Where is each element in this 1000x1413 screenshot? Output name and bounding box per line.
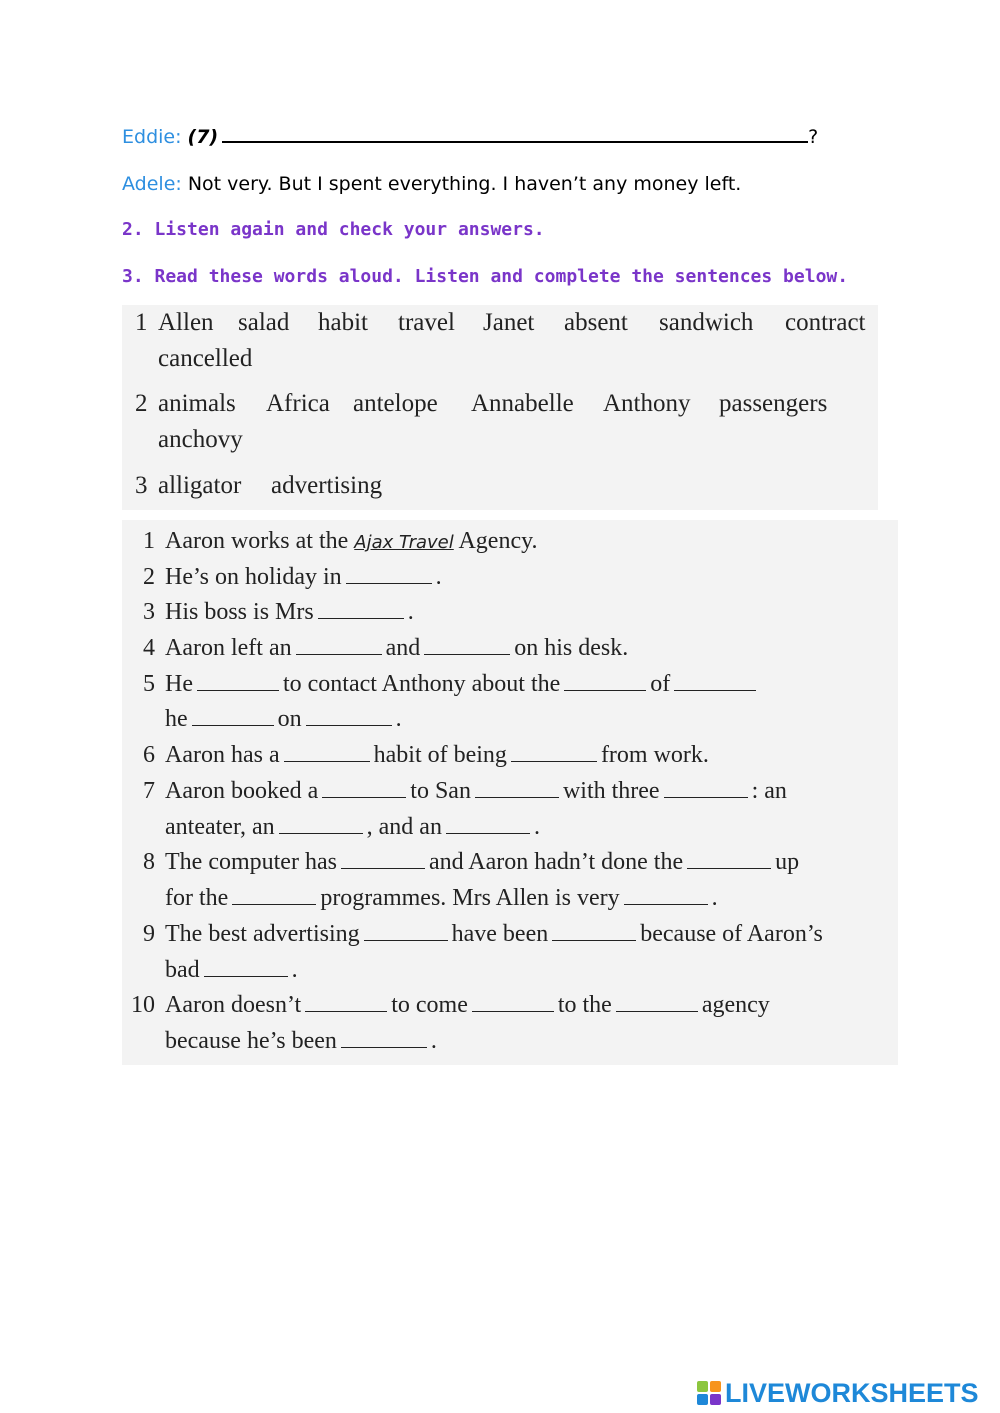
sentence-text: . — [395, 706, 402, 732]
word: absent — [564, 309, 628, 336]
answer-blank[interactable] — [306, 707, 392, 726]
word: salad — [238, 309, 290, 336]
example-answer: Ajax Travel — [354, 532, 454, 553]
answer-blank-7[interactable] — [222, 125, 808, 143]
group-number: 2 — [135, 390, 148, 417]
sentence-1 — [143, 528, 538, 555]
sentence-5-cont — [165, 706, 402, 733]
word: anchovy — [158, 426, 243, 453]
word-group-2-cont — [158, 426, 243, 454]
sentence-10-cont — [165, 1028, 437, 1055]
sentence-text: The best advertising — [165, 921, 360, 947]
sentence-7 — [143, 778, 787, 805]
answer-blank[interactable] — [472, 993, 554, 1012]
sentence-number: 3 — [143, 599, 155, 625]
sentence-text: anteater, an — [165, 814, 275, 840]
word-group-1-cont — [158, 345, 252, 373]
sentence-text: Aaron left an — [165, 635, 292, 661]
sentence-text: from work. — [600, 742, 709, 768]
sentence-text: : an — [751, 778, 787, 804]
sentences-panel — [122, 520, 898, 1065]
eddie-speaker: Eddie: — [122, 126, 182, 148]
liveworksheets-logo-icon — [697, 1381, 721, 1405]
sentence-text: for the — [165, 885, 229, 911]
sentence-number: 6 — [143, 742, 155, 768]
sentence-9-cont — [165, 957, 298, 984]
sentence-number: 7 — [143, 778, 155, 804]
sentence-5 — [143, 671, 760, 698]
sentence-text: . — [711, 885, 718, 911]
word: antelope — [353, 390, 438, 417]
answer-blank[interactable] — [197, 672, 279, 691]
word: cancelled — [158, 345, 253, 372]
answer-blank[interactable] — [232, 886, 316, 905]
answer-blank[interactable] — [192, 707, 274, 726]
adele-speaker: Adele: — [122, 173, 182, 195]
sentence-3 — [143, 599, 414, 626]
adele-text: Not very. But I spent everything. I haven’t any money left. — [187, 173, 742, 195]
answer-blank[interactable] — [687, 850, 771, 869]
instruction-2: 2. Listen again and check your answers. — [122, 219, 545, 240]
eddie-line — [122, 125, 818, 149]
answer-blank[interactable] — [296, 636, 382, 655]
sentence-text: Aaron has a — [165, 742, 280, 768]
word: Janet — [483, 309, 535, 336]
answer-blank[interactable] — [346, 565, 432, 584]
word-groups-panel — [122, 305, 878, 510]
sentence-number: 4 — [143, 635, 155, 661]
sentence-text: Agency. — [458, 528, 538, 554]
sentence-text: to contact Anthony about the — [282, 671, 561, 697]
word: animals — [158, 390, 236, 417]
sentence-text: he — [165, 706, 188, 732]
sentence-6 — [143, 742, 709, 769]
sentence-text: He’s on holiday in — [165, 564, 342, 590]
adele-line — [122, 172, 741, 196]
answer-blank[interactable] — [305, 993, 387, 1012]
sentence-text: . — [291, 957, 298, 983]
sentence-text: programmes. Mrs Allen is very — [320, 885, 620, 911]
answer-blank[interactable] — [341, 1029, 427, 1048]
sentence-text: and Aaron hadn’t done the — [428, 849, 684, 875]
logo-text: LIVEWORKSHEETS — [725, 1378, 979, 1408]
answer-blank[interactable] — [341, 850, 425, 869]
sentence-number: 1 — [143, 528, 155, 554]
sentence-text: have been — [451, 921, 549, 947]
group-number: 3 — [135, 472, 148, 499]
sentence-text: . — [407, 599, 414, 625]
answer-blank[interactable] — [624, 886, 708, 905]
answer-blank[interactable] — [674, 672, 756, 691]
word: passengers — [719, 390, 828, 417]
sentence-text: habit of being — [373, 742, 507, 768]
word-group-1 — [135, 309, 875, 339]
word: contract — [785, 309, 866, 336]
sentence-text: The computer has — [165, 849, 337, 875]
answer-blank[interactable] — [364, 922, 448, 941]
sentence-text: . — [430, 1028, 437, 1054]
answer-blank[interactable] — [204, 958, 288, 977]
sentence-number: 8 — [143, 849, 155, 875]
sentence-8-cont — [165, 885, 718, 912]
word: Allen — [158, 309, 214, 336]
sentence-7-cont — [165, 814, 540, 841]
answer-blank[interactable] — [564, 672, 646, 691]
question-number: (7) — [187, 126, 219, 148]
word: habit — [318, 309, 368, 336]
sentence-number: 9 — [143, 921, 155, 947]
word-group-2 — [135, 390, 875, 420]
sentence-number: 5 — [143, 671, 155, 697]
question-mark: ? — [808, 126, 819, 148]
sentence-text: He — [165, 671, 193, 697]
answer-blank[interactable] — [284, 743, 370, 762]
answer-blank[interactable] — [511, 743, 597, 762]
answer-blank[interactable] — [664, 779, 748, 798]
word-group-3 — [135, 472, 535, 502]
sentence-text: . — [533, 814, 540, 840]
word: advertising — [271, 472, 383, 499]
sentence-9 — [143, 921, 823, 948]
group-number: 1 — [135, 309, 148, 336]
sentence-text: His boss is Mrs — [165, 599, 314, 625]
word: Africa — [266, 390, 330, 417]
sentence-number: 2 — [143, 564, 155, 590]
word: sandwich — [659, 309, 754, 336]
sentence-text: because of Aaron’s — [640, 921, 823, 947]
sentence-text: because he’s been — [165, 1028, 337, 1054]
answer-blank[interactable] — [322, 779, 406, 798]
sentence-2 — [143, 564, 442, 591]
sentence-text: on — [277, 706, 302, 732]
word: travel — [398, 309, 455, 336]
sentence-text: Aaron booked a — [165, 778, 319, 804]
answer-blank[interactable] — [552, 922, 636, 941]
sentence-text: up — [775, 849, 800, 875]
sentence-text: and — [385, 635, 421, 661]
sentence-text: Aaron works at the — [165, 528, 349, 554]
sentence-text: to the — [557, 992, 612, 1018]
answer-blank[interactable] — [424, 636, 510, 655]
answer-blank[interactable] — [279, 815, 363, 834]
word: Annabelle — [471, 390, 574, 417]
sentence-4 — [143, 635, 629, 662]
answer-blank[interactable] — [318, 600, 404, 619]
sentence-8 — [143, 849, 800, 876]
sentence-text: of — [650, 671, 671, 697]
word: alligator — [158, 472, 242, 499]
sentence-text: bad — [165, 957, 200, 983]
sentence-number: 10 — [131, 992, 155, 1018]
answer-blank[interactable] — [475, 779, 559, 798]
sentence-text: to San — [410, 778, 471, 804]
sentence-10 — [131, 992, 770, 1019]
sentence-text: to come — [391, 992, 468, 1018]
answer-blank[interactable] — [616, 993, 698, 1012]
sentence-text: Aaron doesn’t — [165, 992, 302, 1018]
sentence-text: with three — [562, 778, 660, 804]
sentence-text: agency — [701, 992, 770, 1018]
sentence-text: on his desk. — [514, 635, 629, 661]
sentence-text: , and an — [366, 814, 442, 840]
instruction-3: 3. Read these words aloud. Listen and complete the sentences below. — [122, 266, 849, 287]
answer-blank[interactable] — [446, 815, 530, 834]
word: Anthony — [603, 390, 691, 417]
sentence-text: . — [435, 564, 442, 590]
